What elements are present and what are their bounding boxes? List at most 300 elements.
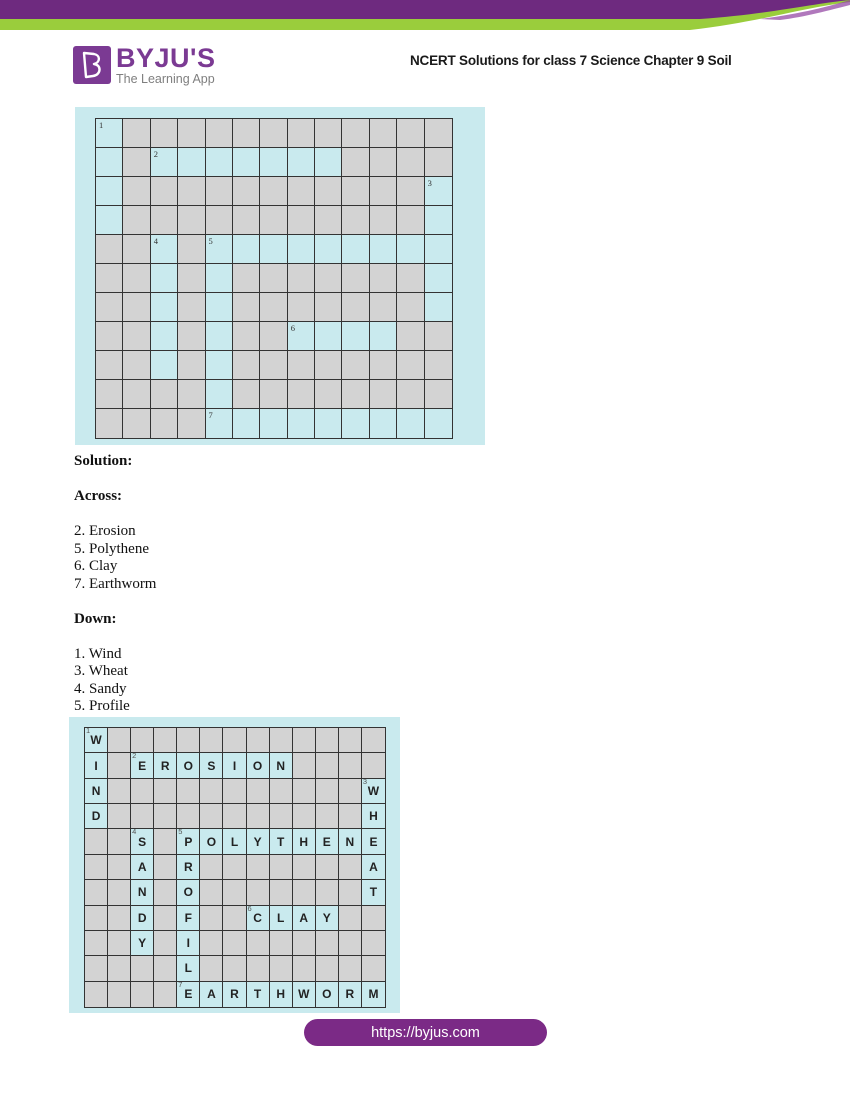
clue-number: 3 — [427, 178, 432, 188]
crossword-cell-blocked — [342, 148, 369, 177]
crossword-cell-blocked — [315, 293, 342, 322]
crossword-cell-open — [223, 753, 246, 778]
crossword-cell-blocked — [270, 804, 293, 829]
crossword-cell-blocked — [131, 779, 154, 804]
crossword-cell-open — [315, 409, 342, 438]
crossword-cell-open — [397, 235, 424, 264]
crossword-cell-blocked — [247, 931, 270, 956]
crossword-cell-blocked — [123, 119, 150, 148]
crossword-cell-blocked — [370, 148, 397, 177]
crossword-cell-blocked — [293, 753, 316, 778]
crossword-cell-blocked — [397, 148, 424, 177]
crossword-cell-open — [425, 293, 452, 322]
answer-letter: W — [90, 733, 102, 748]
clue-number: 2 — [153, 149, 159, 159]
down-answer: 4. Sandy — [74, 680, 127, 697]
answer-letter: I — [94, 758, 98, 773]
answer-letter: R — [160, 758, 170, 773]
crossword-cell-blocked — [206, 177, 233, 206]
answer-letter: E — [184, 987, 193, 1002]
crossword-cell-blocked — [233, 322, 260, 351]
crossword-cell-open — [370, 409, 397, 438]
crossword-cell-blocked — [154, 880, 177, 905]
crossword-cell-blocked — [108, 829, 131, 854]
crossword-cell-blocked — [223, 804, 246, 829]
answer-letter: E — [138, 758, 147, 773]
crossword-cell-blocked — [370, 264, 397, 293]
crossword-cell-open — [362, 804, 385, 829]
crossword-cell-blocked — [177, 779, 200, 804]
crossword-cell-blocked — [247, 855, 270, 880]
crossword-cell-open — [342, 322, 369, 351]
crossword-cell-blocked — [178, 293, 205, 322]
answer-letter: H — [369, 809, 378, 824]
answer-letter: R — [184, 859, 193, 874]
crossword-cell-open — [223, 982, 246, 1007]
crossword-cell-blocked — [131, 728, 154, 753]
crossword-cell-blocked — [247, 956, 270, 981]
crossword-cell-blocked — [123, 148, 150, 177]
crossword-cell-blocked — [123, 264, 150, 293]
crossword-cell-open — [397, 409, 424, 438]
clue-number: 1 — [86, 726, 91, 735]
crossword-cell-open — [362, 776, 385, 804]
answer-letter: L — [230, 834, 239, 849]
crossword-cell-blocked — [293, 779, 316, 804]
crossword-cell-blocked — [85, 906, 108, 931]
crossword-cell-open — [260, 409, 287, 438]
crossword-cell-blocked — [293, 728, 316, 753]
crossword-cell-blocked — [270, 779, 293, 804]
crossword-cell-blocked — [270, 956, 293, 981]
crossword-cell-blocked — [108, 906, 131, 931]
across-answer: 5. Polythene — [74, 540, 149, 557]
crossword-cell-blocked — [223, 906, 246, 931]
answer-letter: S — [138, 834, 147, 849]
crossword-cell-blocked — [178, 264, 205, 293]
crossword-cell-blocked — [316, 956, 339, 981]
crossword-cell-blocked — [260, 119, 287, 148]
crossword-cell-open — [206, 264, 233, 293]
crossword-cell-blocked — [316, 728, 339, 753]
crossword-cell-open — [154, 753, 177, 778]
crossword-cell-open — [260, 148, 287, 177]
crossword-cell-open — [260, 235, 287, 264]
crossword-cell-blocked — [293, 804, 316, 829]
crossword-cell-blocked — [260, 380, 287, 409]
crossword-cell-open — [131, 931, 154, 956]
crossword-cell-open — [362, 829, 385, 854]
crossword-cell-blocked — [178, 177, 205, 206]
byjus-logo[interactable] — [73, 45, 215, 86]
down-answer: 3. Wheat — [74, 663, 128, 679]
crossword-cell-blocked — [108, 728, 131, 753]
clue-number: 5 — [208, 236, 213, 246]
crossword-cell-blocked — [151, 409, 178, 438]
crossword-cell-blocked — [260, 177, 287, 206]
crossword-cell-blocked — [270, 931, 293, 956]
crossword-cell-blocked — [85, 931, 108, 956]
crossword-cell-open — [370, 235, 397, 264]
crossword-cell-open — [362, 855, 385, 880]
crossword-cell-blocked — [233, 264, 260, 293]
crossword-cell-blocked — [108, 880, 131, 905]
crossword-cell-open — [370, 322, 397, 351]
answer-letter: O — [183, 758, 193, 773]
answer-letter: N — [91, 783, 101, 798]
brand-tagline: The Learning App — [116, 72, 215, 86]
crossword-cell-open — [85, 779, 108, 804]
crossword-cell-open — [177, 855, 200, 880]
crossword-cell-blocked — [425, 351, 452, 380]
crossword-cell-blocked — [316, 931, 339, 956]
crossword-cell-open — [315, 322, 342, 351]
crossword-cell-blocked — [154, 956, 177, 981]
crossword-cell-blocked — [108, 855, 131, 880]
crossword-cell-blocked — [178, 206, 205, 235]
crossword-cell-open — [96, 148, 123, 177]
crossword-cell-blocked — [96, 351, 123, 380]
crossword-cell-blocked — [342, 264, 369, 293]
answer-letter: W — [298, 987, 310, 1002]
crossword-cell-blocked — [397, 206, 424, 235]
across-answer: 7. Earthworm — [74, 575, 157, 592]
clue-number: 4 — [132, 827, 137, 837]
crossword-cell-blocked — [293, 956, 316, 981]
crossword-cell-blocked — [96, 264, 123, 293]
crossword-cell-blocked — [123, 351, 150, 380]
crossword-cell-blocked — [154, 931, 177, 956]
crossword-cell-open — [342, 235, 369, 264]
document-title: NCERT Solutions for class 7 Science Chapter 9 Soil — [410, 53, 732, 68]
answer-letter: C — [253, 910, 262, 925]
crossword-cell-open — [425, 235, 452, 264]
crossword-cell-open — [247, 829, 270, 854]
crossword-cell-blocked — [293, 880, 316, 905]
crossword-cell-blocked — [108, 804, 131, 829]
answer-letter: Y — [138, 936, 147, 951]
down-answer: 5. Profile — [74, 698, 130, 714]
crossword-cell-blocked — [370, 119, 397, 148]
crossword-cell-blocked — [223, 880, 246, 905]
crossword-cell-open — [151, 293, 178, 322]
crossword-cell-blocked — [223, 728, 246, 753]
crossword-cell-blocked — [342, 119, 369, 148]
answer-letter: E — [322, 834, 331, 849]
crossword-cell-open — [288, 235, 315, 264]
crossword-cell-blocked — [108, 779, 131, 804]
crossword-cell-blocked — [339, 779, 362, 804]
crossword-cell-blocked — [339, 956, 362, 981]
solution-heading: Solution: — [74, 453, 133, 469]
crossword-cell-open — [316, 982, 339, 1007]
answer-letter: Y — [253, 834, 262, 849]
crossword-cell-open — [233, 148, 260, 177]
clue-number: 4 — [153, 236, 159, 246]
answer-letter: A — [369, 859, 378, 874]
crossword-cell-blocked — [342, 206, 369, 235]
solution-section — [74, 453, 156, 716]
crossword-cell-blocked — [123, 380, 150, 409]
crossword-cell-blocked — [315, 380, 342, 409]
crossword-cell-open — [247, 982, 270, 1007]
crossword-cell-open — [85, 753, 108, 778]
crossword-cell-open — [362, 880, 385, 905]
crossword-cell-blocked — [154, 728, 177, 753]
answer-letter: S — [207, 758, 216, 773]
crossword-cell-blocked — [200, 880, 223, 905]
crossword-cell-blocked — [233, 351, 260, 380]
crossword-cell-blocked — [288, 177, 315, 206]
crossword-cell-open — [96, 119, 123, 148]
crossword-cell-blocked — [131, 804, 154, 829]
crossword-cell-open — [342, 409, 369, 438]
crossword-cell-blocked — [316, 753, 339, 778]
crossword-cell-blocked — [108, 753, 131, 778]
crossword-cell-open — [315, 148, 342, 177]
crossword-cell-open — [288, 148, 315, 177]
crossword-cell-blocked — [85, 956, 108, 981]
crossword-cell-blocked — [223, 956, 246, 981]
crossword-cell-blocked — [370, 206, 397, 235]
clue-number: 1 — [99, 120, 104, 130]
answer-letter: T — [369, 885, 378, 900]
crossword-cell-open — [131, 880, 154, 905]
crossword-cell-blocked — [96, 235, 123, 264]
crossword-cell-blocked — [200, 931, 223, 956]
answer-letter: N — [345, 834, 355, 849]
crossword-cell-open — [206, 380, 233, 409]
crossword-cell-open — [151, 148, 178, 177]
crossword-solved-grid — [84, 727, 386, 1008]
crossword-cell-blocked — [247, 804, 270, 829]
crossword-cell-open — [200, 829, 223, 854]
crossword-cell-blocked — [247, 880, 270, 905]
crossword-cell-blocked — [425, 380, 452, 409]
crossword-cell-blocked — [223, 931, 246, 956]
crossword-cell-blocked — [123, 293, 150, 322]
crossword-cell-open — [151, 264, 178, 293]
crossword-cell-blocked — [108, 982, 131, 1007]
crossword-cell-open — [288, 322, 315, 351]
crossword-cell-open — [247, 903, 270, 931]
crossword-cell-open — [96, 206, 123, 235]
crossword-cell-blocked — [316, 804, 339, 829]
crossword-cell-blocked — [397, 351, 424, 380]
crossword-cell-blocked — [206, 206, 233, 235]
answer-letter: W — [367, 783, 380, 798]
crossword-cell-blocked — [123, 322, 150, 351]
crossword-cell-open — [151, 322, 178, 351]
crossword-cell-open — [177, 753, 200, 778]
crossword-cell-blocked — [178, 351, 205, 380]
crossword-cell-blocked — [233, 380, 260, 409]
crossword-cell-blocked — [339, 855, 362, 880]
answer-letter: Y — [322, 910, 331, 925]
crossword-cell-open — [131, 829, 154, 854]
crossword-cell-blocked — [178, 119, 205, 148]
answer-letter: F — [184, 910, 192, 925]
crossword-cell-open — [425, 206, 452, 235]
clue-number: 3 — [362, 776, 368, 786]
crossword-cell-open — [293, 982, 316, 1007]
answer-letter: L — [276, 910, 285, 925]
clue-number: 2 — [132, 751, 137, 761]
crossword-cell-blocked — [247, 728, 270, 753]
logo-b-icon — [73, 46, 111, 84]
footer-url-link[interactable]: https://byjus.com — [304, 1019, 547, 1046]
crossword-cell-blocked — [123, 206, 150, 235]
crossword-cell-blocked — [151, 119, 178, 148]
clue-number: 6 — [290, 323, 295, 333]
crossword-cell-blocked — [293, 931, 316, 956]
answer-letter: I — [232, 758, 237, 773]
crossword-cell-blocked — [425, 148, 452, 177]
crossword-cell-blocked — [270, 728, 293, 753]
crossword-cell-blocked — [397, 264, 424, 293]
crossword-cell-blocked — [200, 804, 223, 829]
crossword-cell-blocked — [315, 177, 342, 206]
answer-letter: O — [183, 885, 193, 900]
answer-letter: A — [299, 910, 309, 925]
clue-number: 6 — [247, 903, 252, 913]
crossword-cell-open — [206, 148, 233, 177]
crossword-cell-open — [206, 235, 233, 264]
crossword-cell-blocked — [85, 982, 108, 1007]
crossword-cell-blocked — [200, 906, 223, 931]
answer-letter: N — [276, 758, 285, 773]
crossword-cell-open — [85, 728, 108, 753]
crossword-cell-blocked — [260, 322, 287, 351]
crossword-cell-blocked — [178, 235, 205, 264]
answer-letter: R — [230, 987, 239, 1002]
crossword-cell-open — [425, 177, 452, 206]
crossword-cell-open — [339, 829, 362, 854]
crossword-cell-open — [206, 409, 233, 438]
crossword-cell-blocked — [288, 264, 315, 293]
crossword-cell-blocked — [200, 779, 223, 804]
crossword-cell-open — [233, 235, 260, 264]
crossword-cell-blocked — [293, 855, 316, 880]
crossword-cell-blocked — [233, 177, 260, 206]
crossword-puzzle-grid — [95, 118, 453, 439]
crossword-cell-blocked — [362, 906, 385, 931]
crossword-cell-blocked — [223, 779, 246, 804]
crossword-cell-blocked — [154, 779, 177, 804]
crossword-cell-open — [425, 264, 452, 293]
crossword-cell-blocked — [233, 119, 260, 148]
answer-letter: P — [184, 834, 193, 849]
crossword-cell-blocked — [315, 206, 342, 235]
answer-letter: O — [206, 834, 217, 849]
crossword-cell-blocked — [288, 293, 315, 322]
answer-letter: E — [369, 834, 378, 849]
crossword-cell-blocked — [177, 728, 200, 753]
crossword-cell-open — [206, 322, 233, 351]
crossword-cell-blocked — [342, 380, 369, 409]
crossword-cell-blocked — [425, 119, 452, 148]
crossword-cell-blocked — [370, 293, 397, 322]
crossword-cell-open — [362, 982, 385, 1007]
crossword-cell-blocked — [315, 351, 342, 380]
answer-letter: O — [252, 758, 263, 773]
crossword-cell-blocked — [233, 206, 260, 235]
crossword-cell-blocked — [288, 206, 315, 235]
crossword-cell-blocked — [316, 855, 339, 880]
crossword-cell-blocked — [288, 351, 315, 380]
crossword-cell-blocked — [315, 264, 342, 293]
crossword-cell-open — [177, 829, 200, 854]
crossword-cell-open — [96, 177, 123, 206]
crossword-cell-blocked — [108, 931, 131, 956]
crossword-cell-open — [293, 829, 316, 854]
crossword-cell-blocked — [85, 880, 108, 905]
crossword-cell-blocked — [397, 380, 424, 409]
crossword-cell-blocked — [260, 351, 287, 380]
crossword-cell-blocked — [200, 956, 223, 981]
answer-letter: O — [322, 987, 332, 1002]
answer-letter: I — [186, 936, 190, 951]
crossword-cell-blocked — [123, 177, 150, 206]
crossword-cell-blocked — [154, 982, 177, 1007]
crossword-cell-open — [177, 979, 200, 1007]
crossword-cell-blocked — [154, 804, 177, 829]
crossword-cell-open — [270, 753, 293, 778]
crossword-cell-open — [177, 906, 200, 931]
crossword-cell-blocked — [178, 380, 205, 409]
crossword-cell-blocked — [154, 906, 177, 931]
brand-name: BYJU'S — [116, 43, 216, 73]
crossword-cell-blocked — [260, 293, 287, 322]
crossword-cell-open — [177, 931, 200, 956]
crossword-cell-blocked — [315, 119, 342, 148]
crossword-cell-blocked — [397, 119, 424, 148]
crossword-cell-blocked — [85, 855, 108, 880]
crossword-cell-blocked — [339, 931, 362, 956]
answer-letter: A — [137, 859, 147, 874]
answer-letter: H — [299, 834, 309, 849]
crossword-cell-blocked — [131, 956, 154, 981]
crossword-cell-blocked — [151, 177, 178, 206]
crossword-cell-blocked — [123, 409, 150, 438]
answer-letter: D — [91, 809, 101, 824]
clue-number: 7 — [208, 410, 213, 420]
crossword-cell-blocked — [339, 804, 362, 829]
crossword-cell-blocked — [339, 880, 362, 905]
crossword-cell-blocked — [342, 293, 369, 322]
answer-letter: L — [184, 961, 192, 976]
crossword-cell-blocked — [151, 206, 178, 235]
down-heading: Down: — [74, 610, 117, 627]
crossword-cell-blocked — [397, 322, 424, 351]
crossword-cell-open — [85, 804, 108, 829]
header-band — [0, 0, 850, 30]
answer-letter: M — [368, 987, 379, 1002]
crossword-cell-blocked — [85, 829, 108, 854]
across-answer: 2. Erosion — [74, 523, 136, 539]
answer-letter: T — [276, 834, 285, 849]
crossword-cell-open — [315, 235, 342, 264]
crossword-cell-open — [131, 855, 154, 880]
crossword-cell-open — [316, 829, 339, 854]
crossword-cell-open — [223, 829, 246, 854]
clue-number: 7 — [178, 979, 183, 989]
crossword-cell-open — [200, 753, 223, 778]
crossword-cell-open — [206, 351, 233, 380]
crossword-cell-open — [293, 906, 316, 931]
crossword-cell-blocked — [131, 982, 154, 1007]
crossword-cell-open — [131, 906, 154, 931]
